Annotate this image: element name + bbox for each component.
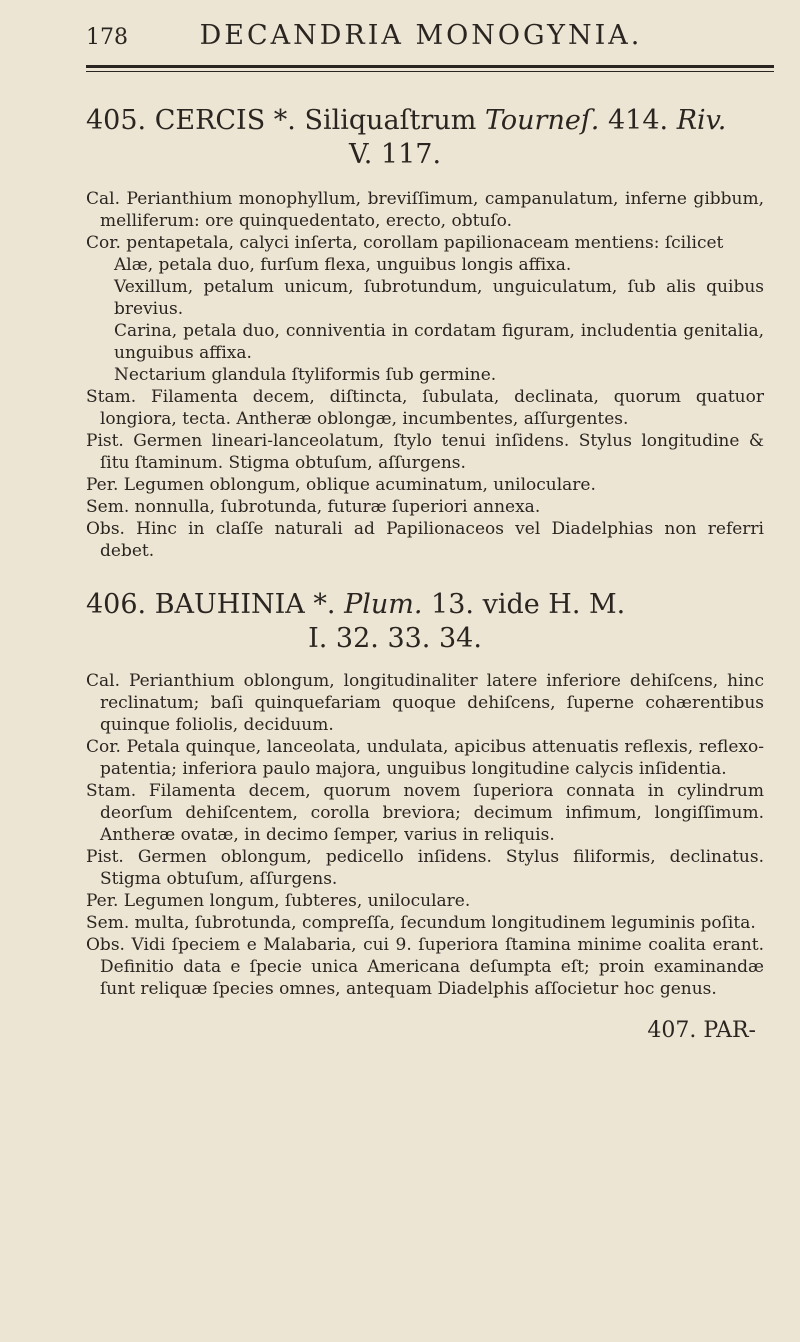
entry-405-vexillum: Vexillum, petalum unicum, ſubrotundum, unguiculatum, ſub alis quibus brevius. bbox=[114, 277, 764, 319]
header-rule bbox=[86, 65, 774, 68]
entry-405-ref-page: 414. bbox=[608, 105, 669, 136]
entry-406-pistil: Pist. Germen oblongum, pedicello inſidens. Stylus filiformis, declinatus. Stigma obtuſum, aſſurgens. bbox=[86, 847, 764, 889]
entry-405-observation: Obs. Hinc in claſſe naturali ad Papilionaceos vel Diadelphias non referri debet. bbox=[86, 519, 764, 561]
header-rule-thin bbox=[86, 71, 774, 72]
catchword: 407. PAR- bbox=[647, 1018, 756, 1043]
entry-405-alae: Alæ, petala duo, furſum flexa, unguibus longis affixa. bbox=[114, 255, 572, 275]
entry-405-nectarium: Nectarium glandula ſtyliformis ſub germine. bbox=[114, 365, 497, 385]
entry-405-pistil: Pist. Germen lineari-lanceolatum, ſtylo tenui inſidens. Stylus longitudine & ſitu ſtaminum. Stigma obtuſum, aſſurgens. bbox=[86, 431, 764, 473]
entry-406-ref-plum: Plum. bbox=[344, 589, 423, 620]
page-number: 178 bbox=[86, 25, 128, 50]
entry-406-heading bbox=[86, 588, 764, 656]
entry-405-carina: Carina, petala duo, conniventia in cordatam figuram, includentia genitalia, unguibus affixa. bbox=[114, 321, 764, 363]
page-header bbox=[86, 20, 764, 51]
entry-406-stamens: Stam. Filamenta decem, quorum novem ſuperiora connata in cylindrum deorſum dehiſcentem, corolla breviora; decimum infimum, longiſſimum. Antheræ ovatæ, in decimo ſemper, varius in reliquis. bbox=[86, 781, 764, 845]
entry-406-observation: Obs. Vidi ſpeciem e Malabaria, cui 9. ſuperiora ſtamina minime coalita erant. Definitio data e ſpecie unica Americana deſumpta eſt; proin examinandæ ſunt reliquæ ſpecies omnes, antequam Diadelphis aſſocietur hoc genus. bbox=[86, 935, 764, 999]
entry-405-heading-line2: V. 117. bbox=[348, 139, 442, 170]
entry-405-seeds: Sem. nonnulla, ſubrotunda, futuræ ſuperiori annexa. bbox=[86, 497, 541, 517]
running-title: DECANDRIA MONOGYNIA. bbox=[199, 20, 643, 51]
entry-406-corolla: Cor. Petala quinque, lanceolata, undulata, apicibus attenuatis reflexis, reflexo-patentia; inferiora paulo majora, unguibus longitudine calycis inſidentia. bbox=[86, 737, 764, 779]
entry-406-seeds: Sem. multa, ſubrotunda, compreſſa, ſecundum longitudinem leguminis poſita. bbox=[86, 913, 756, 933]
entry-406-body bbox=[86, 670, 764, 1000]
entry-406-pericarp: Per. Legumen longum, ſubteres, uniloculare. bbox=[86, 891, 471, 911]
entry-406-calyx: Cal. Perianthium oblongum, longitudinaliter latere inferiore dehiſcens, hinc reclinatum; baſi quinquefariam quoque dehiſcens, ſuperne cohærentibus quinque foliolis, deciduum. bbox=[86, 671, 764, 735]
entry-405-calyx: Cal. Perianthium monophyllum, breviſſimum, campanulatum, inferne gibbum, melliferum: ore quinquedentato, erecto, obtuſo. bbox=[86, 189, 764, 231]
entry-405-body bbox=[86, 188, 764, 562]
entry-406-title: 406. BAUHINIA *. bbox=[86, 589, 336, 620]
entry-406-ref-page: 13. vide H. M. bbox=[431, 589, 626, 620]
entry-405-ref-tournef: Tourneſ. bbox=[484, 105, 600, 136]
entry-406-heading-line2: I. 32. 33. 34. bbox=[308, 623, 482, 654]
entry-405-title: 405. CERCIS *. Siliquaſtrum bbox=[86, 105, 477, 136]
entry-405-pericarp: Per. Legumen oblongum, oblique acuminatum, uniloculare. bbox=[86, 475, 596, 495]
entry-405-corolla: Cor. pentapetala, calyci inſerta, corollam papilionaceam mentiens: ſcilicet bbox=[86, 233, 724, 253]
entry-405-ref-riv: Riv. bbox=[676, 105, 727, 136]
entry-405-stamens: Stam. Filamenta decem, diſtincta, ſubulata, declinata, quorum quatuor longiora, tecta. Antheræ oblongæ, incumbentes, aſſurgentes. bbox=[86, 387, 764, 429]
entry-405-heading bbox=[86, 104, 764, 172]
